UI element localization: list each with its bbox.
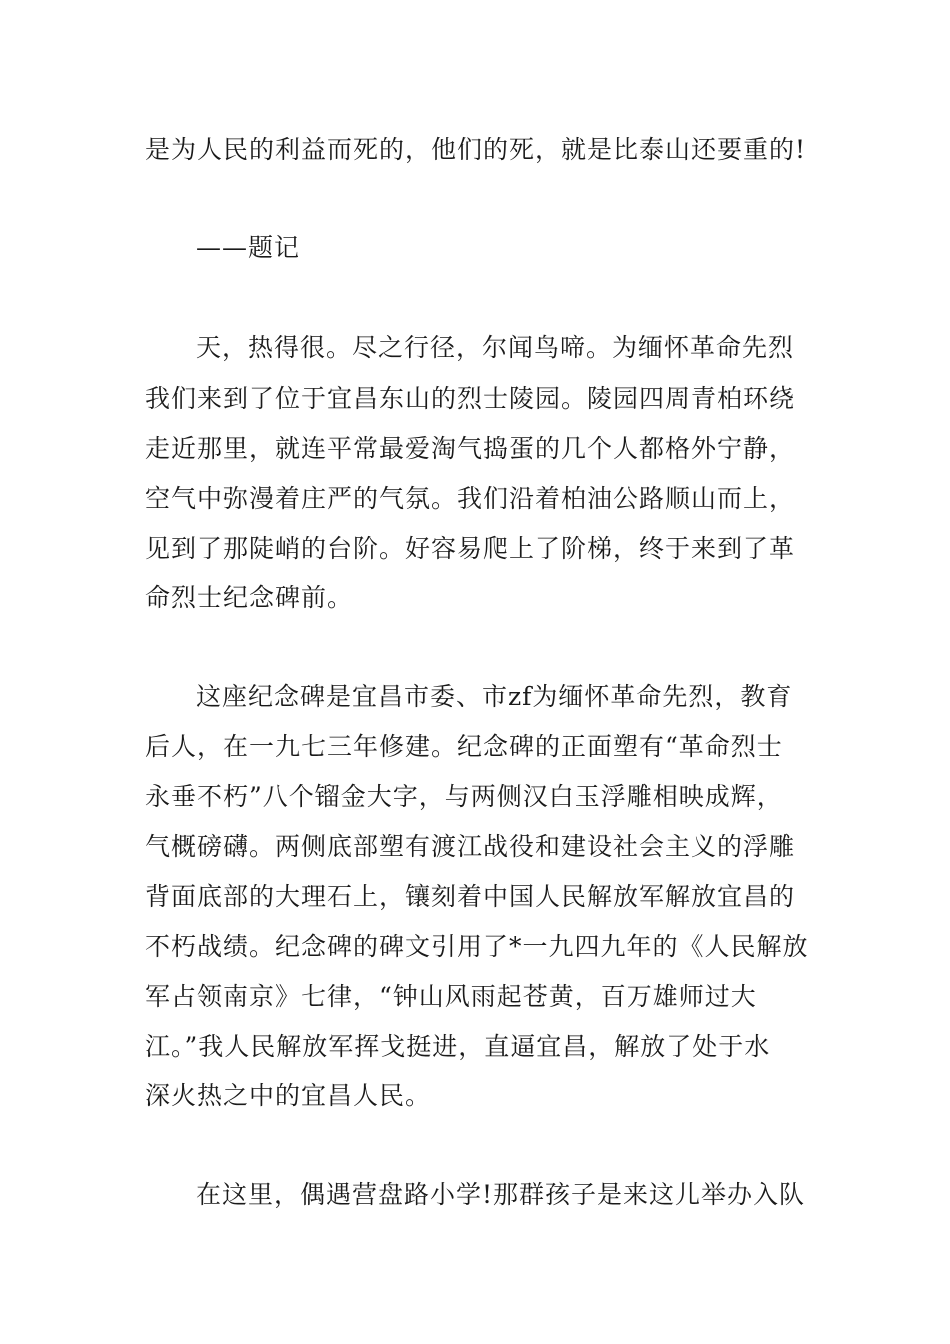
paragraph-line: 永垂不朽”八个镏金大字，与两侧汉白玉浮雕相映成辉，	[145, 782, 783, 811]
paragraph-line: 我们来到了位于宜昌东山的烈士陵园。陵园四周青柏环绕	[145, 384, 796, 413]
paragraph-line: 背面底部的大理石上，镶刻着中国人民解放军解放宜昌的	[145, 882, 796, 911]
paragraph-line: 深火热之中的宜昌人民。	[145, 1081, 432, 1110]
paragraph-line: 在这里，偶遇营盘路小学!那群孩子是来这儿举办入队	[196, 1180, 806, 1209]
epigraph-attribution: ——题记	[196, 233, 301, 262]
paragraph-line: 空气中弥漫着庄严的气氛。我们沿着柏油公路顺山而上，	[145, 484, 796, 513]
paragraph-line: 后人，在一九七三年修建。纪念碑的正面塑有“革命烈士	[145, 732, 783, 761]
paragraph-line: 江。”我人民解放军挥戈挺进，直逼宜昌，解放了处于水	[145, 1032, 771, 1061]
paragraph-line: 军占领南京》七律，“钟山风雨起苍黄，百万雄师过大	[145, 982, 757, 1011]
paragraph-line: 天，热得很。尽之行径，尔闻鸟啼。为缅怀革命先烈	[196, 333, 795, 362]
paragraph-line: 不朽战绩。纪念碑的碑文引用了*一九四九年的《人民解放	[145, 932, 809, 961]
paragraph-line: 走近那里，就连平常最爱淘气捣蛋的几个人都格外宁静，	[145, 434, 796, 463]
epigraph-line: 是为人民的利益而死的，他们的死，就是比泰山还要重的!	[145, 135, 807, 164]
paragraph-line: 这座纪念碑是宜昌市委、市zf为缅怀革命先烈，教育	[196, 682, 793, 711]
paragraph-line: 见到了那陡峭的台阶。好容易爬上了阶梯，终于来到了革	[145, 534, 796, 563]
paragraph-line: 气概磅礴。两侧底部塑有渡江战役和建设社会主义的浮雕	[145, 832, 796, 861]
paragraph-line: 命烈士纪念碑前。	[145, 583, 354, 612]
